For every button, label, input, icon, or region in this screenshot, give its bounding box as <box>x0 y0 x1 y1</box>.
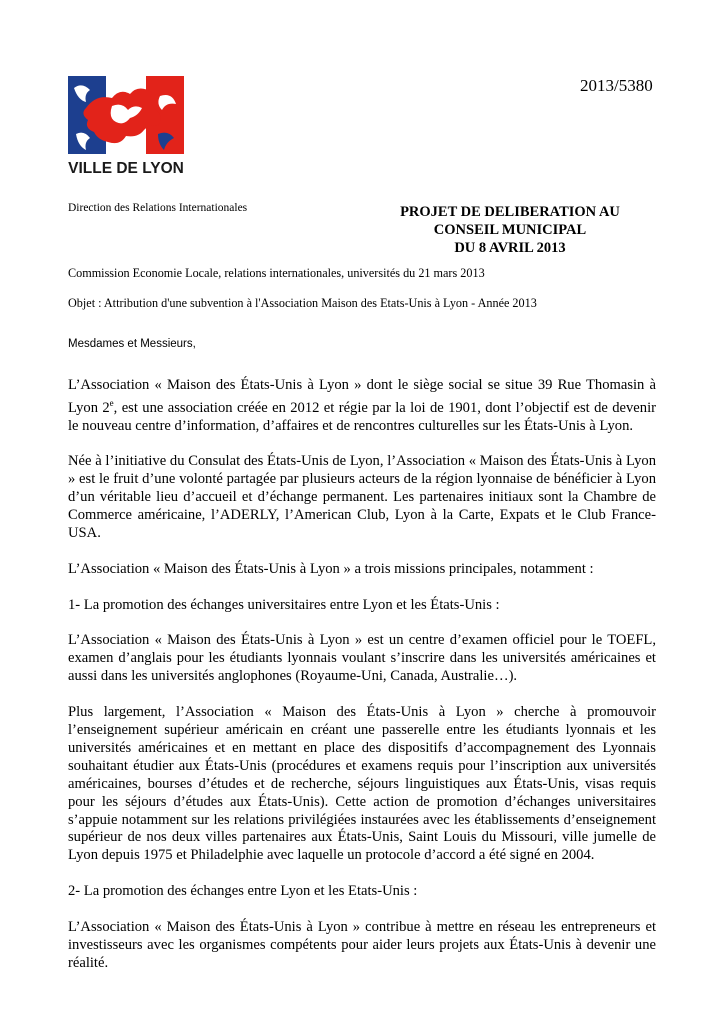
paragraph: L’Association « Maison des États-Unis à Lyon » est un centre d’examen officiel pour le TOEFL, examen d’anglais pour les étudiants lyonnais voulant s’inscrire dans les universités américaines et aussi dans les universités anglophones (Royaume-Uni, Canada, Australie…). <box>68 632 656 685</box>
paragraph: Née à l’initiative du Consulat des États-Unis de Lyon, l’Association « Maison des États-Unis à Lyon » est le fruit d’une volonté partagée par plusieurs acteurs de la région lyonnaise de bénéficier à Lyon d’un véritable lieu d’accueil et d’échange permanent. Les partenaires initiaux sont la Chambre de Commerce américaine, l’ADERLY, l’American Club, Lyon à la Carte, Expats et le Club France-USA. <box>68 453 656 542</box>
section-heading: 1- La promotion des échanges universitaires entre Lyon et les États-Unis : <box>68 596 500 613</box>
deliberation-title <box>388 203 632 257</box>
logo-text: VILLE DE LYON <box>68 160 184 176</box>
commission-line: Commission Economie Locale, relations internationales, universités du 21 mars 2013 <box>68 266 485 280</box>
paragraph: L’Association « Maison des États-Unis à Lyon » contribue à mettre en réseau les entrepreneurs et investisseurs avec les organismes compétents pour aider leurs projets aux États-Unis à devenir une réalité. <box>68 918 656 971</box>
paragraph: L’Association « Maison des États-Unis à Lyon » a trois missions principales, notamment : <box>68 560 594 577</box>
superscript-e: e <box>109 397 114 408</box>
document-number: 2013/5380 <box>580 76 653 95</box>
direction-label: Direction des Relations Internationales <box>68 202 248 214</box>
document-body <box>68 377 656 991</box>
section-heading: 2- La promotion des échanges entre Lyon et les Etats-Unis : <box>68 883 418 900</box>
salutation: Mesdames et Messieurs, <box>68 338 196 350</box>
title-line: CONSEIL MUNICIPAL <box>433 222 587 238</box>
paragraph-text: L’Association « Maison des États-Unis à Lyon » dont le siège social se situe 39 Rue Thomasin à Lyon 2 <box>68 377 656 416</box>
paragraph: Plus largement, l’Association « Maison des États-Unis à Lyon » cherche à promouvoir l’enseignement supérieur américain en créant une passerelle entre les étudiants lyonnais et les universités américaines et en mettant en place des dispositifs d’accompagnement des Lyonnais souhaitant étudier aux États-Unis (procédures et examens requis pour l’inscription aux universités américaines, bourses d’études et de recherche, séjours linguistiques aux États-Unis, visas requis pour les séjours d’études aux États-Unis). Cette action de promotion d’échanges universitaires s’appuie notamment sur les relations privilégiées instaurées avec les établissements d’enseignement supérieur de nos deux villes partenaires aux États-Unis, Saint Louis du Missouri, ville jumelle de Lyon depuis 1975 et Philadelphie avec laquelle un protocole d’accord a été signé en 2004. <box>68 704 656 864</box>
title-line: DU 8 AVRIL 2013 <box>454 240 566 256</box>
paragraph <box>68 377 656 436</box>
title-line: PROJET DE DELIBERATION AU <box>400 204 620 220</box>
objet-line: Objet : Attribution d'une subvention à l'Association Maison des Etats-Unis à Lyon - Année 2013 <box>68 296 537 310</box>
paragraph-text: , est une association créée en 2012 et régie par la loi de 1901, dont l’objectif est de devenir le nouveau centre d’information, d’affaires et de rencontres culturelles sur les États-Unis à Lyon. <box>68 399 656 434</box>
ville-de-lyon-logo <box>68 76 184 176</box>
